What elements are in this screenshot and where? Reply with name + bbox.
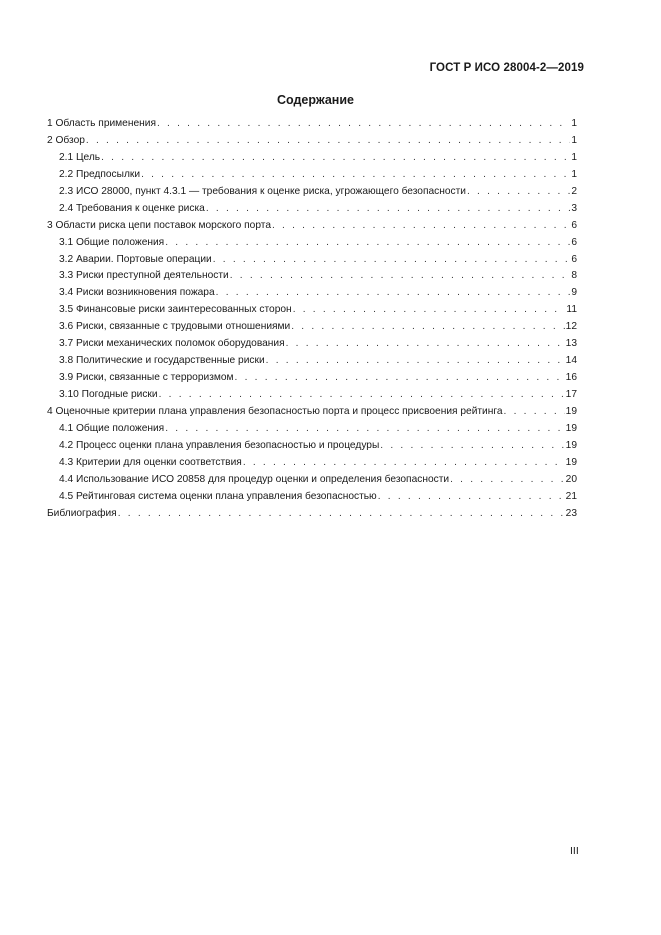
toc-entry-label: 3.4 Риски возникновения пожара <box>59 287 215 299</box>
toc-leader-dots <box>165 423 564 434</box>
toc-entry[interactable] <box>47 237 577 254</box>
toc-entry-label: 3.6 Риски, связанные с трудовыми отношениями <box>59 321 291 333</box>
toc-entry-label: 4.4 Использование ИСО 20858 для процедур оценки и определения безопасности <box>59 473 450 485</box>
table-of-contents <box>47 118 577 525</box>
toc-leader-dots <box>118 508 565 519</box>
toc-entry-label: 2.4 Требования к оценке риска <box>59 202 205 214</box>
document-standard-header: ГОСТ Р ИСО 28004-2—2019 <box>429 62 584 74</box>
toc-entry-page: 16 <box>565 372 577 384</box>
toc-entry[interactable] <box>47 186 577 203</box>
toc-entry[interactable] <box>47 423 577 440</box>
page-number: III <box>570 845 579 857</box>
toc-leader-dots <box>216 287 571 298</box>
toc-entry-label: 3.2 Аварии. Портовые операции <box>59 253 212 265</box>
toc-entry-label: 3.10 Погодные риски <box>59 389 158 400</box>
toc-leader-dots <box>450 474 565 485</box>
toc-entry[interactable] <box>47 372 577 389</box>
toc-leader-dots <box>467 186 570 197</box>
toc-entry[interactable] <box>47 203 577 220</box>
toc-entry[interactable] <box>47 118 577 135</box>
toc-entry-page: 2 <box>571 185 577 197</box>
toc-title: Содержание <box>276 93 354 107</box>
toc-entry-page: 17 <box>565 389 577 400</box>
toc-entry-page: 19 <box>565 405 577 417</box>
toc-entry-label: 4.5 Рейтинговая система оценки плана управления безопасностью <box>59 490 377 502</box>
toc-entry-page: 13 <box>565 338 577 350</box>
toc-entry-page: 1 <box>571 151 577 163</box>
toc-entry[interactable] <box>47 491 577 508</box>
toc-entry[interactable] <box>47 440 577 457</box>
toc-entry-label: 4.2 Процесс оценки плана управления безопасностью и процедуры <box>59 439 380 451</box>
toc-entry-page: 19 <box>565 439 577 451</box>
toc-entry-page: 23 <box>565 507 577 519</box>
toc-entry-label: 3.1 Общие положения <box>59 236 165 248</box>
toc-entry[interactable] <box>47 321 577 338</box>
toc-leader-dots <box>101 152 570 163</box>
toc-entry[interactable] <box>47 406 577 423</box>
toc-entry[interactable] <box>47 457 577 474</box>
toc-entry[interactable] <box>47 508 577 525</box>
toc-entry-page: 19 <box>565 422 577 434</box>
toc-entry-page: 12 <box>565 321 577 333</box>
toc-entry-label: 3.3 Риски преступной деятельности <box>59 270 229 282</box>
toc-leader-dots <box>213 254 571 265</box>
toc-entry[interactable] <box>47 152 577 169</box>
toc-leader-dots <box>266 355 565 366</box>
toc-entry-page: 6 <box>571 253 577 265</box>
toc-leader-dots <box>206 203 571 214</box>
toc-leader-dots <box>159 389 565 400</box>
toc-leader-dots <box>141 169 570 180</box>
toc-entry[interactable] <box>47 338 577 355</box>
toc-entry-label: 3 Области риска цепи поставок морского порта <box>47 219 271 231</box>
toc-entry-page: 14 <box>565 355 577 367</box>
toc-entry-page: 21 <box>565 490 577 502</box>
toc-entry-label: 2.1 Цель <box>59 151 101 163</box>
toc-entry-page: 1 <box>571 168 577 180</box>
toc-entry[interactable] <box>47 287 577 304</box>
toc-entry[interactable] <box>47 135 577 152</box>
toc-leader-dots <box>378 491 565 502</box>
toc-entry-page: 8 <box>571 270 577 282</box>
toc-leader-dots <box>157 118 570 129</box>
toc-entry-page: 1 <box>571 134 577 146</box>
toc-entry[interactable] <box>47 169 577 186</box>
toc-leader-dots <box>380 440 564 451</box>
toc-entry-page: 6 <box>571 219 577 231</box>
toc-entry[interactable] <box>47 474 577 491</box>
toc-entry-page: 3 <box>571 202 577 214</box>
toc-entry[interactable] <box>47 270 577 287</box>
toc-entry-page: 6 <box>571 236 577 248</box>
toc-leader-dots <box>165 237 570 248</box>
toc-leader-dots <box>235 372 565 383</box>
toc-leader-dots <box>230 270 571 281</box>
toc-entry-label: 3.9 Риски, связанные с терроризмом <box>59 372 234 384</box>
toc-entry-label: Библиография <box>47 507 117 519</box>
toc-entry-page: 20 <box>565 473 577 485</box>
toc-entry[interactable] <box>47 389 577 406</box>
toc-entry-page: 1 <box>571 118 577 129</box>
toc-entry[interactable] <box>47 355 577 372</box>
toc-entry[interactable] <box>47 254 577 271</box>
toc-entry-label: 4.1 Общие положения <box>59 422 165 434</box>
toc-entry-label: 2.3 ИСО 28000, пункт 4.3.1 — требования к оценке риска, угрожающего безопасности <box>59 185 466 197</box>
toc-leader-dots <box>243 457 565 468</box>
toc-leader-dots <box>291 321 564 332</box>
toc-entry-label: 2.2 Предпосылки <box>59 168 141 180</box>
toc-entry-label: 3.7 Риски механических поломок оборудования <box>59 338 285 350</box>
toc-entry-label: 2 Обзор <box>47 134 85 146</box>
toc-leader-dots <box>272 220 570 231</box>
toc-entry-label: 4 Оценочные критерии плана управления безопасностью порта и процесс присвоения рейтинга <box>47 405 503 417</box>
toc-entry-label: 1 Область применения <box>47 118 156 129</box>
toc-entry-page: 9 <box>571 287 577 299</box>
toc-leader-dots <box>504 406 565 417</box>
toc-entry-label: 4.3 Критерии для оценки соответствия <box>59 456 242 468</box>
toc-entry-label: 3.5 Финансовые риски заинтересованных сторон <box>59 304 292 316</box>
toc-leader-dots <box>86 135 570 146</box>
toc-leader-dots <box>286 338 565 349</box>
toc-entry-label: 3.8 Политические и государственные риски <box>59 355 265 367</box>
toc-entry-page: 19 <box>565 456 577 468</box>
toc-entry[interactable] <box>47 304 577 321</box>
toc-leader-dots <box>293 304 566 315</box>
toc-entry-page: 11 <box>566 304 577 316</box>
toc-entry[interactable] <box>47 220 577 237</box>
